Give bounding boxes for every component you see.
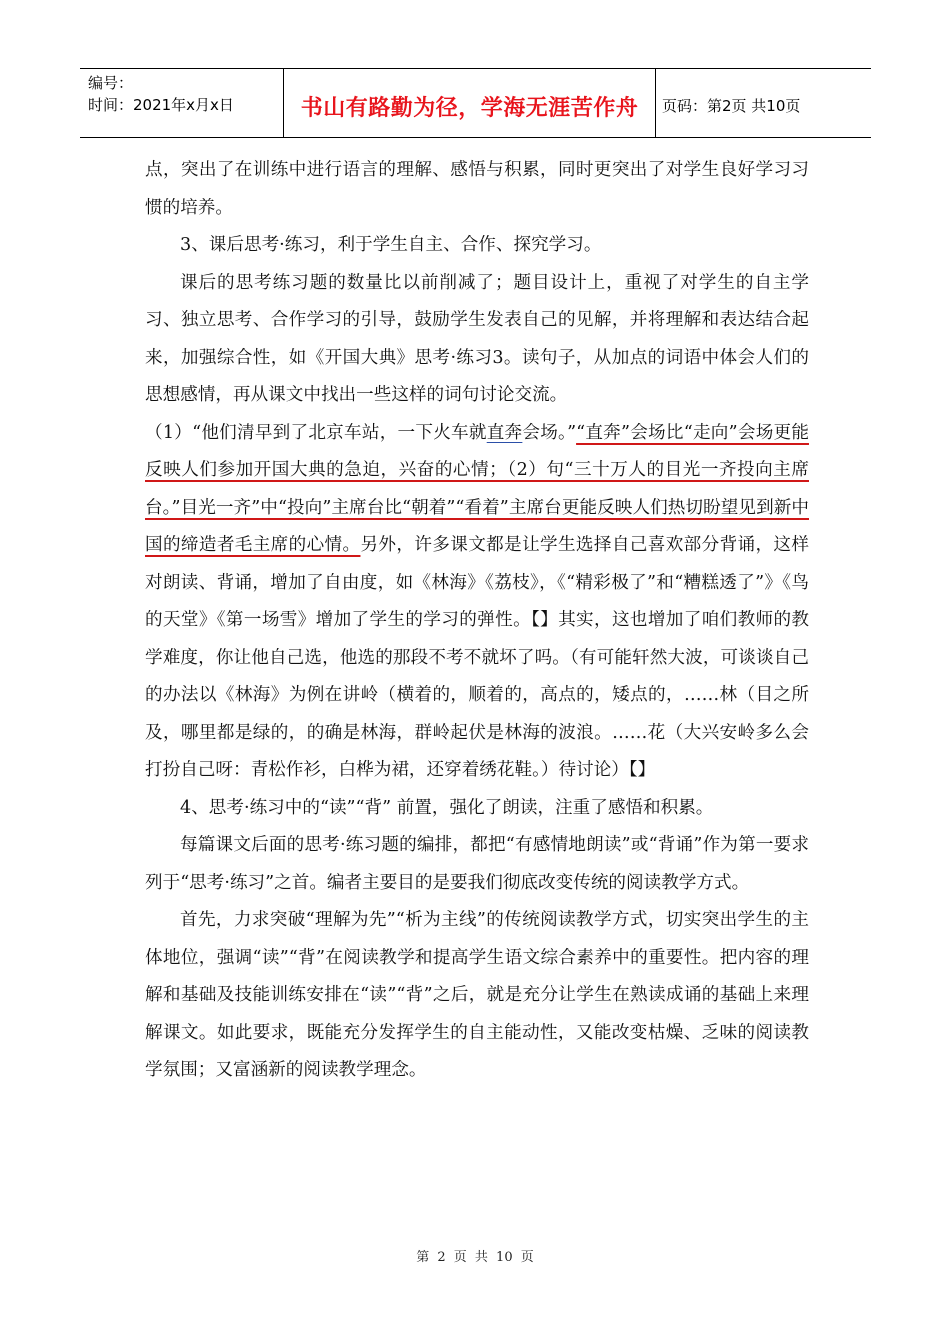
document-body bbox=[145, 152, 809, 1090]
marked-word: 直奔 bbox=[486, 422, 523, 443]
paragraph-3: 课后的思考练习题的数量比以前削减了；题目设计上，重视了对学生的自主学习、独立思考、合作学习的引导，鼓励学生发表自己的见解，并将理解和表达结合起来，加强综合性，如《开国大典》思考·练习3。读句子，从加点的词语中体会人们的思想感情，再从课文中找出一些这样的词句讨论交流。 bbox=[145, 272, 809, 405]
paragraph-4-continued: 另外，许多课文都是让学生选择自己喜欢部分背诵，这样对朗读、背诵，增加了自由度，如《林海》《荔枝》，《“精彩极了”和“糟糕透了”》《鸟的天堂》《第一场雪》增加了学生的学习的弹性。【】其实，这也增加了咱们教师的教学难度，你让他自己选，他选的那段不考不就坏了吗。（有可能轩然大波，可谈谈自己的办法以《林海》为例在讲岭（横着的，顺着的，高点的，矮点的，……林（目之所及，哪里都是绿的，的确是林海，群岭起伏是林海的波浪。……花（大兴安岭多么会打扮自己呀：青松作衫，白桦为裙，还穿着绣花鞋。）待讨论）【】 bbox=[145, 535, 809, 780]
quote-sentence: （1）“他们清早到了北京车站，一下火车就 bbox=[145, 422, 487, 443]
doc-number-label: 编号： bbox=[88, 74, 134, 92]
header-motto: 书山有路勤为径，学海无涯苦作舟 bbox=[300, 95, 639, 121]
header-motto-cell bbox=[284, 69, 656, 137]
highlighted-analysis: “直奔”会场比“走向”会场更能反映人们参加开国大典的急迫，兴奋的心情；（2）句“三十万人的目光一齐投向主席台。”目光一齐”中“投向”主席台比“朝着”“看着”主席台更能反映人们热切盼望见到新中国的缔造者毛主席的心情。 bbox=[145, 422, 809, 555]
paragraph-5: 4、思考·练习中的“读”“背” 前置，强化了朗读，注重了感悟和积累。 bbox=[180, 797, 714, 818]
paragraph-2: 3、课后思考·练习，利于学生自主、合作、探究学习。 bbox=[180, 235, 602, 255]
page-footer: 第 2 页 共 10 页 bbox=[416, 1250, 534, 1265]
page-header bbox=[80, 68, 871, 138]
quote-sentence-end: 会场。” bbox=[522, 422, 577, 443]
date-label: 时间：2021年x月x日 bbox=[88, 96, 234, 114]
header-page-label: 页码：第2页 共10页 bbox=[662, 96, 801, 115]
paragraph-7: 首先，力求突破“理解为先”“析为主线”的传统阅读教学方式，切实突出学生的主体地位，强调“读”“背”在阅读教学和提高学生语文综合素养中的重要性。把内容的理解和基础及技能训练安排在“读”“背”之后，就是充分让学生在熟读成诵的基础上来理解课文。如此要求，既能充分发挥学生的自主能动性，又能改变枯燥、乏味的阅读教学氛围；又富涵新的阅读教学理念。 bbox=[145, 910, 809, 1080]
header-page-cell bbox=[656, 69, 871, 137]
paragraph-4 bbox=[145, 415, 809, 790]
paragraph-6: 每篇课文后面的思考·练习题的编排，都把“有感情地朗读”或“背诵”作为第一要求列于“思考·练习”之首。编者主要目的是要我们彻底改变传统的阅读教学方式。 bbox=[145, 835, 809, 893]
header-meta bbox=[80, 69, 284, 137]
paragraph-1: 点，突出了在训练中进行语言的理解、感悟与积累，同时更突出了对学生良好学习习惯的培养。 bbox=[145, 160, 809, 218]
